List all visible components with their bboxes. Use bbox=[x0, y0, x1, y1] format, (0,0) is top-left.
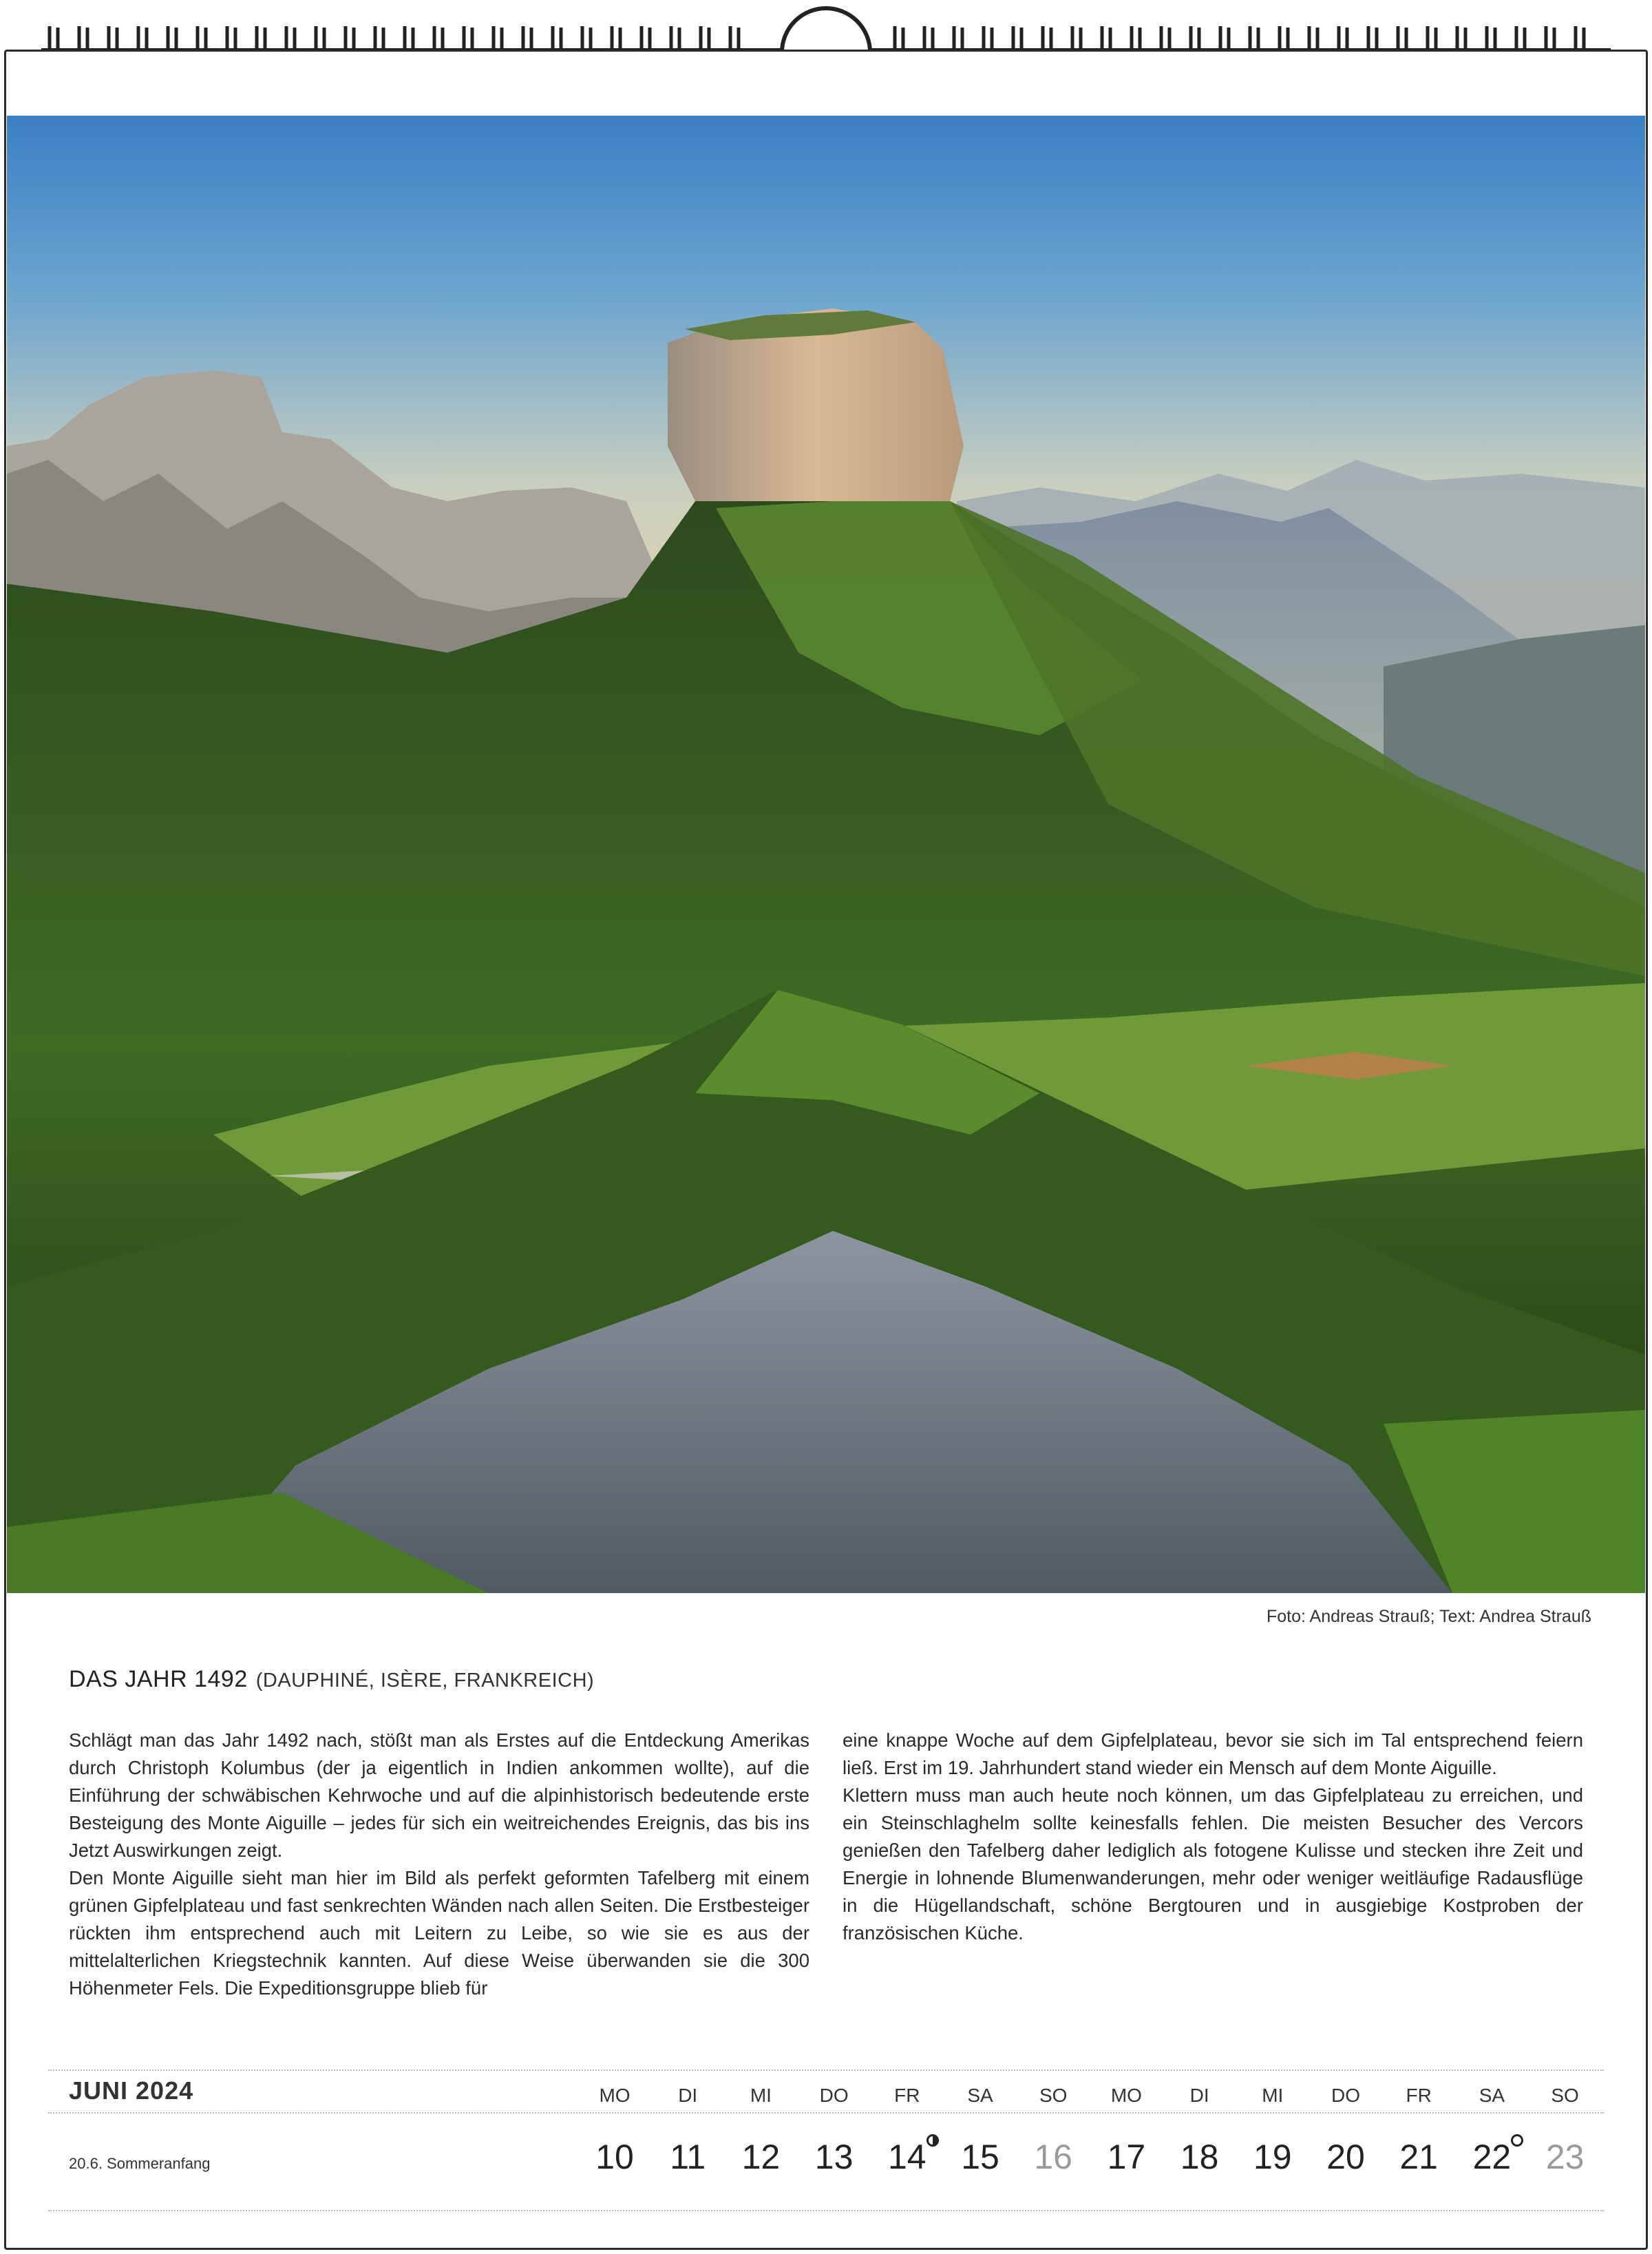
divider bbox=[48, 2210, 1604, 2211]
weekday-label: DO bbox=[819, 2085, 849, 2106]
weekday-label: SA bbox=[967, 2085, 993, 2106]
weekday-label: MI bbox=[1262, 2085, 1284, 2106]
month-title: JUNI 2024 bbox=[69, 2076, 194, 2105]
divider bbox=[48, 2069, 1604, 2071]
day-number: 18 bbox=[1180, 2138, 1219, 2176]
day-number: 15 bbox=[961, 2138, 999, 2176]
weekday-label: FR bbox=[894, 2085, 920, 2106]
day-number: 12 bbox=[741, 2138, 781, 2176]
paragraph: Klettern muss man auch heute noch können, um das Gipfelplateau zu erreichen, und ein Steinschlaghelm sollte keinesfalls fehlen. Die meisten Besucher des Vercors genießen den Tafelberg daher lediglich als fotogene Kulisse und stecken ihre Zeit und Energie in lohnende Blumenwanderungen, mehr oder weniger weitläufige Radausflüge in die Hügellandschaft, schöne Bergtouren und in ausgiebige Kostproben der französischen Küche. bbox=[843, 1784, 1583, 1944]
weekday-label: SO bbox=[1039, 2085, 1068, 2106]
day-number: 20 bbox=[1326, 2138, 1365, 2176]
mountain-photo bbox=[7, 116, 1645, 1593]
paragraph: Den Monte Aiguille sieht man hier im Bild als perfekt geformten Tafelberg mit einem grünen Gipfelplateau und fast senkrechten Wänden nach allen Seiten. Die Erstbesteiger rückten ihm entsprechend auch mit Leitern zu Leibe, so wie sie es aus der mittelalterlichen Kriegstechnik kannten. Auf diese Weise überwanden sie die 300 Höhenmeter Fels. Die Expeditionsgruppe blieb für bbox=[69, 1867, 809, 1999]
weekday-label: MI bbox=[750, 2085, 772, 2106]
photo-credit: Foto: Andreas Strauß; Text: Andrea Strauß bbox=[1266, 1607, 1591, 1626]
day-number: 23 bbox=[1545, 2138, 1585, 2176]
weekday-label: DO bbox=[1331, 2085, 1360, 2106]
day-number: 21 bbox=[1399, 2138, 1438, 2176]
article-subtitle: (DAUPHINÉ, ISÈRE, FRANKREICH) bbox=[255, 1670, 595, 1692]
day-number: 19 bbox=[1253, 2138, 1292, 2176]
weekday-label: MO bbox=[1110, 2085, 1142, 2106]
weekday-label: DI bbox=[1189, 2085, 1209, 2106]
weekday-label: FR bbox=[1406, 2085, 1432, 2106]
paragraph: Schlägt man das Jahr 1492 nach, stößt man als Erstes auf die Entdeckung Amerikas durch Christoph Kolumbus (der ja eigentlich in Indien ankommen wollte), auf die Einführung der schwäbischen Kehrwoche und auf die alpinhistorisch bedeutende erste Besteigung des Monte Aiguille – jedes für sich ein weitreichendes Ereignis, das bis ins Jetzt Auswirkungen zeigt. bbox=[69, 1729, 809, 1861]
weekday-label: SO bbox=[1551, 2085, 1579, 2106]
day-number: 11 bbox=[670, 2138, 706, 2176]
day-number: 22 bbox=[1472, 2138, 1512, 2176]
day-number: 13 bbox=[814, 2138, 854, 2176]
weekday-label: MO bbox=[599, 2085, 631, 2106]
divider bbox=[48, 2112, 1604, 2114]
holiday-note: 20.6. Sommeranfang bbox=[69, 2155, 211, 2172]
day-number: 17 bbox=[1107, 2138, 1146, 2176]
article-text-left bbox=[69, 1727, 809, 2002]
article-text-right bbox=[843, 1727, 1583, 1947]
paragraph: eine knappe Woche auf dem Gipfelplateau, bevor sie sich im Tal entsprechend feiern ließ. Erst im 19. Jahrhundert stand wieder ein Mensch auf dem Monte Aiguille. bbox=[843, 1729, 1583, 1778]
day-number: 14 bbox=[887, 2138, 926, 2176]
article-title: DAS JAHR 1492 bbox=[69, 1666, 248, 1692]
first-quarter-moon-icon bbox=[926, 2134, 939, 2147]
article-heading bbox=[69, 1666, 594, 1693]
weekday-label: SA bbox=[1479, 2085, 1505, 2106]
day-number: 10 bbox=[595, 2138, 634, 2176]
weekday-label: DI bbox=[678, 2085, 698, 2106]
day-number: 16 bbox=[1034, 2138, 1072, 2176]
